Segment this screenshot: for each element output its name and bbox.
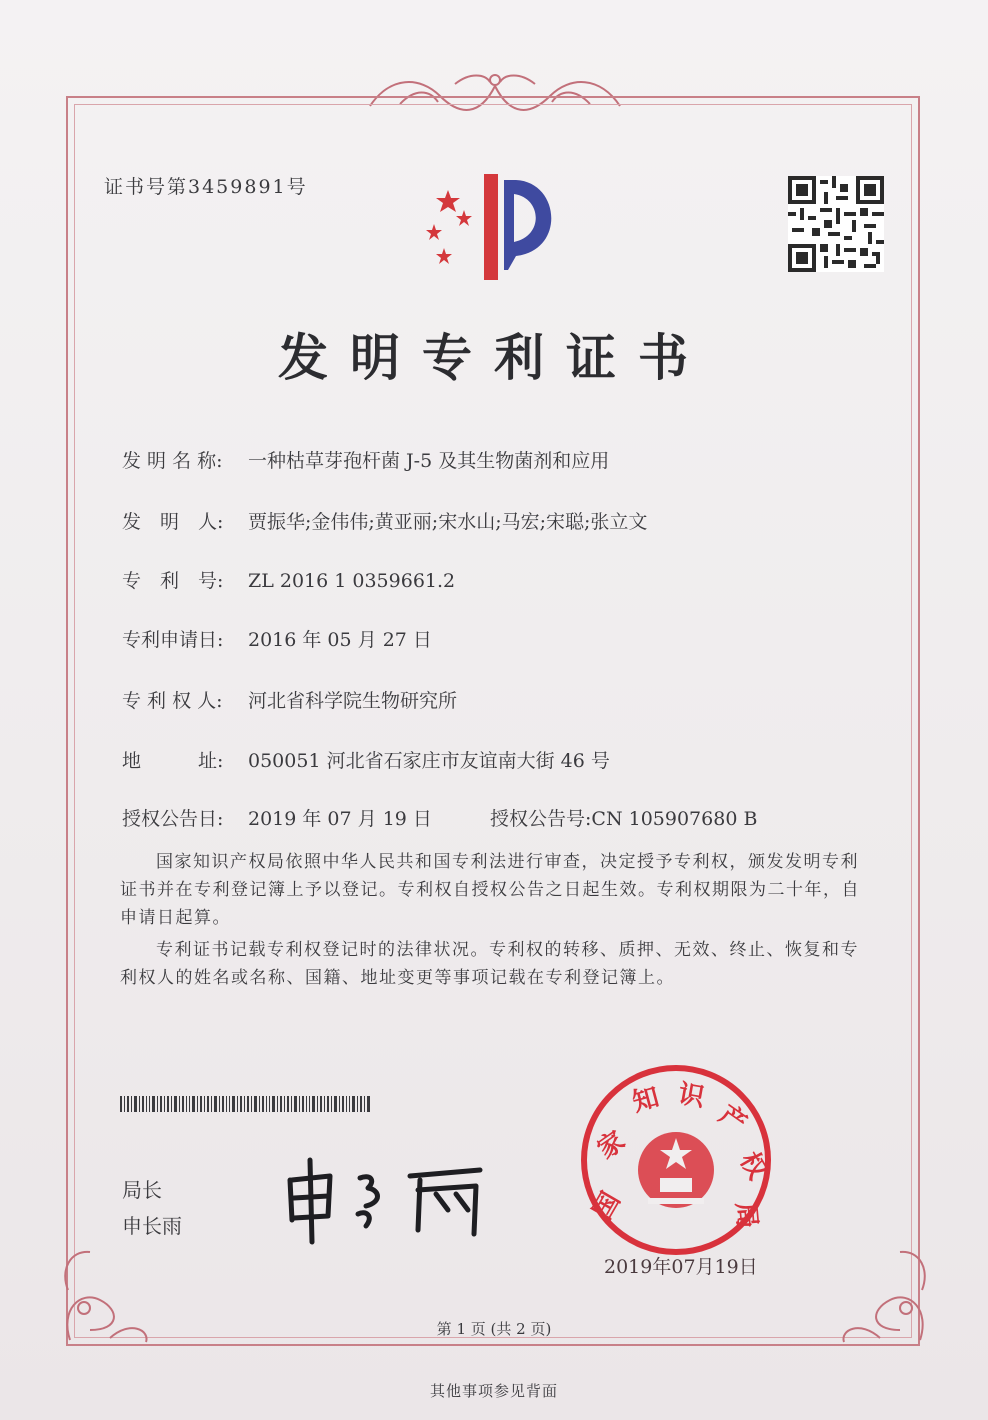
certificate-number: 证书号第3459891号 [104,176,308,198]
field-invention-name [122,446,609,473]
field-label: 地 址: [122,750,224,772]
barcode [120,1096,370,1112]
footer-note: 其他事项参见背面 [429,1382,558,1400]
field-label: 发 明 人: [122,511,224,533]
svg-text:产: 产 [713,1099,752,1140]
field-label: 专 利 权 人: [122,690,223,712]
field-value: ZL 2016 1 0359661.2 [248,570,456,592]
field-value: 贾振华;金伟伟;黄亚丽;宋水山;马宏;宋聪;张立文 [248,511,648,533]
qr-code [788,176,884,272]
svg-text:局: 局 [729,1201,763,1230]
field-patent-number [122,566,455,593]
field-value: CN 105907680 B [591,808,758,830]
svg-text:权: 权 [733,1147,773,1185]
field-application-date [122,625,432,652]
field-address [122,746,610,773]
svg-text:国: 国 [587,1187,627,1225]
field-grant-number [490,804,757,831]
field-label: 发 明 名 称: [122,450,223,472]
field-value: 2016 年 05 月 27 日 [248,629,432,651]
director-title: 局长 [122,1178,162,1202]
field-grant-date [122,804,432,831]
director-name: 申长雨 [122,1214,182,1238]
seal-date: 2019年07月19日 [604,1256,758,1278]
page-indicator: 第 1 页 (共 2 页) [436,1320,552,1338]
svg-text:家: 家 [592,1125,631,1166]
field-value: 河北省科学院生物研究所 [248,690,458,712]
field-label: 专 利 号: [122,570,224,592]
svg-text:识: 识 [675,1079,707,1114]
body-paragraph: 专利证书记载专利权登记时的法律状况。专利权的转移、质押、无效、终止、恢复和专利权人的姓名或名称、国籍、地址变更等事项记载在专利登记簿上。 [120,940,859,988]
body-paragraph: 国家知识产权局依照中华人民共和国专利法进行审查，决定授予专利权，颁发发明专利证书并在专利登记簿上予以登记。专利权自授权公告之日起生效。专利权期限为二十年，自申请日起算。 [120,852,860,928]
field-value: 一种枯草芽孢杆菌 J-5 及其生物菌剂和应用 [248,450,610,472]
field-patentee [122,686,457,713]
director-signature [280,1150,500,1250]
field-label: 授权公告日: [122,808,224,830]
patent-office-logo [420,170,570,290]
certificate-title: 发明专利证书 [278,328,710,387]
field-inventors [122,507,647,534]
field-label: 专利申请日: [122,629,224,651]
field-label: 授权公告号: [490,808,592,830]
field-value: 050051 河北省石家庄市友谊南大街 46 号 [248,750,610,772]
field-value: 2019 年 07 月 19 日 [248,808,432,830]
official-seal [576,1060,776,1260]
svg-text:知: 知 [629,1082,663,1119]
